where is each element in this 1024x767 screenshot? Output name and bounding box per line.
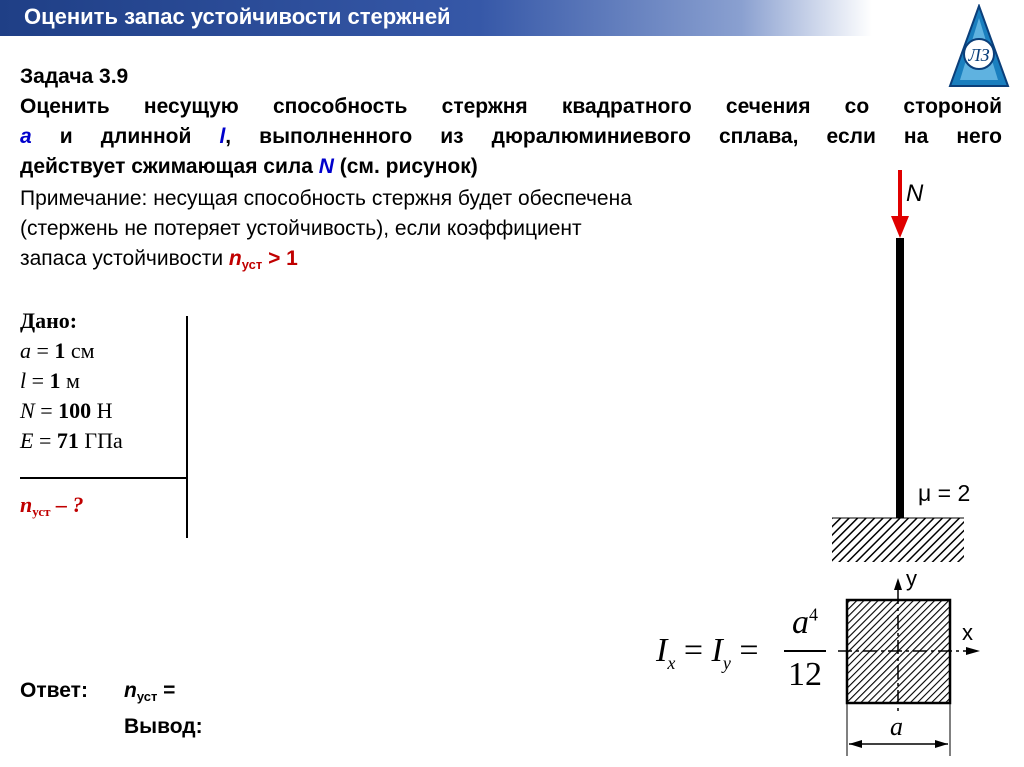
given-eq: = bbox=[26, 368, 50, 393]
n-symbol: n bbox=[228, 247, 242, 270]
conclusion-label: Вывод: bbox=[124, 715, 203, 738]
logo-text: ЛЗ bbox=[968, 45, 990, 65]
note-line-3-start: запаса устойчивости bbox=[20, 247, 229, 270]
given-unit: м bbox=[60, 368, 80, 393]
var-l: l bbox=[219, 125, 226, 148]
given-eq: = bbox=[34, 398, 59, 423]
formula-lhs bbox=[656, 632, 759, 674]
y-label: y bbox=[906, 566, 917, 591]
y-axis-arrow-icon bbox=[894, 578, 902, 590]
formula-I: I bbox=[711, 632, 723, 669]
cross-section bbox=[838, 578, 980, 756]
find-n: n bbox=[20, 492, 33, 517]
given-eq: = bbox=[33, 428, 57, 453]
condition: > 1 bbox=[262, 247, 298, 270]
support-fixed bbox=[832, 518, 964, 562]
given-value: 1 bbox=[54, 338, 66, 363]
given-unit: Н bbox=[91, 398, 113, 423]
dim-arrow-right-icon bbox=[935, 740, 948, 748]
answer-sub: уст bbox=[136, 689, 158, 704]
note-line-1: Примечание: несущая способность стержня будет обеспечена bbox=[20, 187, 632, 210]
dim-arrow-left-icon bbox=[849, 740, 862, 748]
n-subscript: уст bbox=[241, 257, 263, 272]
rod bbox=[896, 238, 904, 518]
given-value: 71 bbox=[56, 428, 79, 453]
answer-label: Ответ: bbox=[20, 679, 88, 702]
answer-eq: = bbox=[157, 679, 176, 702]
x-label: x bbox=[962, 620, 973, 645]
mu-label: μ = 2 bbox=[918, 480, 971, 506]
formula-exp: 4 bbox=[809, 604, 818, 625]
a-dimension-label: a bbox=[890, 712, 903, 741]
fraction-bar bbox=[784, 650, 826, 652]
slide-title: Оценить запас устойчивости стержней bbox=[24, 4, 451, 29]
formula-numerator bbox=[784, 604, 826, 642]
given-var: E bbox=[20, 428, 34, 453]
task-line-2-end: , выполненного из дюралюминиевого сплава, если на него bbox=[225, 125, 1002, 148]
task-line-3-end: (см. рисунок) bbox=[333, 155, 478, 178]
given-value: 100 bbox=[58, 398, 92, 423]
note-line-2: (стержень не потеряет устойчивость), если коэффициент bbox=[20, 217, 582, 240]
task-line-1: Оценить несущую способность стержня квадратного сечения со стороной bbox=[20, 95, 1002, 118]
given-eq: = bbox=[31, 338, 55, 363]
find-sub: уст bbox=[32, 504, 51, 519]
formula-sub-x: x bbox=[667, 652, 676, 673]
answer-n: n bbox=[124, 679, 137, 702]
formula-I: I bbox=[656, 632, 668, 669]
formula-num-a: a bbox=[792, 604, 809, 641]
given-value: 1 bbox=[49, 368, 61, 393]
find-rest: – ? bbox=[50, 492, 84, 517]
formula-denominator: 12 bbox=[788, 656, 822, 693]
given-unit: см bbox=[65, 338, 95, 363]
x-axis-arrow-icon bbox=[966, 647, 980, 655]
formula-eq: = bbox=[675, 632, 712, 669]
var-a: a bbox=[20, 125, 32, 148]
task-line-2-mid: и длинной bbox=[31, 125, 220, 148]
given-var: N bbox=[20, 398, 35, 423]
given-var: a bbox=[20, 338, 31, 363]
task-heading: Задача 3.9 bbox=[20, 65, 129, 88]
given-title: Дано: bbox=[20, 308, 78, 333]
force-label: N bbox=[906, 180, 924, 207]
given-var: l bbox=[20, 368, 27, 393]
formula-sub-y: y bbox=[722, 652, 731, 673]
task-line-3-start: действует сжимающая сила bbox=[20, 155, 319, 178]
var-N: N bbox=[318, 155, 334, 178]
formula-eq: = bbox=[730, 632, 759, 669]
given-unit: ГПа bbox=[78, 428, 123, 453]
